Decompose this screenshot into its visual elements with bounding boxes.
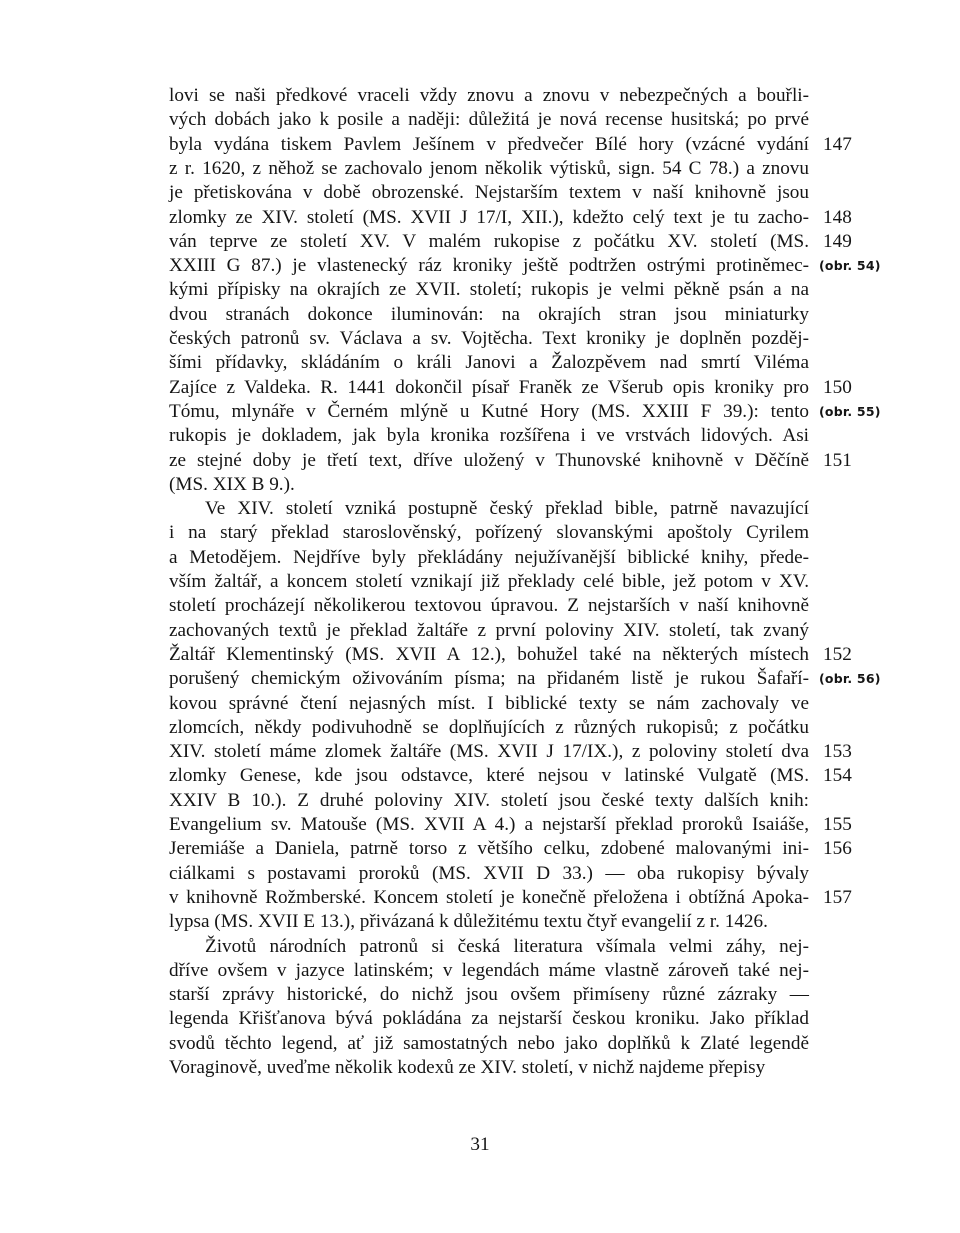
- text-line: XIV. století máme zlomek žaltáře (MS. XVII J 17/IX.), z poloviny století dva: [169, 741, 809, 763]
- text-line: Žaltář Klementinský (MS. XVII A 12.), bohužel také na některých místech: [169, 643, 809, 665]
- margin-note-number: 153: [823, 741, 852, 763]
- text-line: šími přídavky, skládáním o králi Janovi a Žalozpěvem nad smrtí Viléma: [169, 352, 809, 374]
- text-line: Jeremiáše a Daniela, patrně torso z většího celku, zdobené malovanými ini-: [169, 838, 809, 860]
- text-line: kými přípisky na okrajích ze XVII. století; rukopis je velmi pěkně psán a na: [169, 279, 809, 301]
- text-line: vším žaltář, a koncem století vznikají již překlady celé bible, jež potom v XV.: [169, 571, 809, 592]
- text-line: lypsa (MS. XVII E 13.), přivázaná k důležitému textu čtyř evangelií z r. 1426.: [169, 911, 768, 933]
- text-line: i na starý překlad staroslověnský, pořízený slovanskými apoštoly Cyrilem: [169, 522, 809, 544]
- page-number: 31: [470, 1134, 490, 1155]
- text-line: Ve XIV. století vzniká postupně český překlad bible, patrně navazující: [205, 498, 809, 520]
- text-line: starší zprávy historické, do nichž jsou ovšem přimíseny různé zázraky —: [169, 984, 809, 1006]
- text-line: Tómu, mlynáře v Černém mlýně u Kutné Hory (MS. XXIII F 39.): tento: [169, 400, 809, 422]
- margin-note-number: 152: [823, 643, 852, 665]
- text-line: Zajíce z Valdeka. R. 1441 dokončil písař Franěk ze Všerub opis kroniky pro: [169, 376, 809, 398]
- text-line: zlomky Genese, kde jsou odstavce, které nejsou v latinské Vulgatě (MS.: [169, 765, 809, 787]
- text-line: dříve ovšem v jazyce latinském; v legendách máme vlastně zároveň také nej-: [169, 959, 809, 981]
- text-line: kovou správné čtení nejasných míst. I biblické texty se nám zachovaly ve: [169, 692, 809, 714]
- text-line: byla vydána tiskem Pavlem Ješínem v předvečer Bílé hory (vzácné vydání: [169, 133, 809, 155]
- text-line: rukopis je dokladem, jak byla kronika rozšířena i ve vrstvách lidových. Asi: [169, 425, 809, 447]
- margin-note-number: 157: [823, 886, 852, 908]
- text-line: legenda Křišťanova bývá pokládána za nejstarší českou kroniku. Jako příklad: [169, 1008, 809, 1030]
- figure-reference: (obr. 56): [819, 671, 881, 687]
- text-line: z r. 1620, z něhož se zachovalo jenom několik výtisků, sign. 54 C 78.) a znovu: [169, 157, 809, 179]
- margin-note-number: 150: [823, 376, 852, 398]
- text-line: století procházejí několikerou textovou úpravou. Z nejstarších v naší knihovně: [169, 595, 809, 617]
- text-line: Voraginově, uveďme několik kodexů ze XIV. století, v nichž najdeme přepisy: [169, 1057, 766, 1078]
- text-line: svodů těchto legend, ať již samostatných nebo jako doplňků k Zlaté legendě: [169, 1032, 809, 1054]
- text-line: zachovaných textů je překlad žaltáře z první poloviny XIV. století, tak zvaný: [169, 619, 809, 641]
- text-line: zlomky ze XIV. století (MS. XVII J 17/I, XII.), kdežto celý text je tu zacho-: [169, 206, 809, 228]
- margin-note-number: 156: [823, 838, 852, 860]
- text-line: XXIV B 10.). Z druhé poloviny XIV. století jsou české texty dalších knih:: [169, 789, 809, 811]
- text-line: zlomcích, někdy podivuhodně se doplňujících z různých rukopisů; z počátku: [169, 716, 809, 738]
- text-line: ván teprve ze století XV. V malém rukopise z počátku XV. století (MS.: [169, 230, 809, 252]
- text-line: porušený chemickým oživováním písma; na přidaném listě je rukou Šafaří-: [169, 668, 809, 690]
- margin-note-number: 149: [823, 230, 852, 252]
- margin-note-number: 147: [823, 133, 852, 155]
- figure-reference: (obr. 54): [819, 258, 881, 274]
- margin-note-number: 148: [823, 206, 852, 228]
- margin-note-number: 154: [823, 765, 852, 787]
- text-line: XXIII G 87.) je vlastenecký ráz kroniky ještě podtržen ostrými protiněmec-: [169, 255, 809, 277]
- text-line: ciálkami s postavami proroků (MS. XVII D 33.) — oba rukopisy bývaly: [169, 862, 809, 884]
- text-line: a Metodějem. Nejdříve byly překládány nejužívanější biblické knihy, přede-: [169, 546, 809, 568]
- figure-reference: (obr. 55): [819, 403, 881, 419]
- text-line: Evangelium sv. Matouše (MS. XVII A 4.) a nejstarší překlad proroků Isaiáše,: [169, 814, 809, 835]
- text-line: ze stejné doby je třetí text, dříve uložený v Thunovské knihovně v Děčíně: [169, 449, 809, 471]
- text-line: Životů národních patronů si česká literatura všímala velmi záhy, nej-: [205, 935, 809, 957]
- text-line: v knihovně Rožmberské. Koncem století je konečně přeložena i obtížná Apoka-: [169, 886, 809, 908]
- text-line: českých patronů sv. Václava a sv. Vojtěcha. Text kroniky je doplněn pozděj-: [169, 328, 809, 349]
- text-line: (MS. XIX B 9.).: [169, 473, 295, 495]
- margin-note-number: 151: [823, 449, 852, 471]
- text-line: vých dobách jako k posile a naději: důležitá je nová recense husitská; po prvé: [169, 109, 809, 131]
- text-line: je přetiskována v době obrozenské. Nejstarším textem v naší knihovně jsou: [169, 182, 809, 204]
- text-line: lovi se naši předkové vraceli vždy znovu a znovu v nebezpečných a bouřli-: [169, 85, 809, 106]
- text-line: dvou stranách dokonce iluminován: na okrajích stran jsou miniaturky: [169, 303, 809, 325]
- margin-note-number: 155: [823, 814, 852, 835]
